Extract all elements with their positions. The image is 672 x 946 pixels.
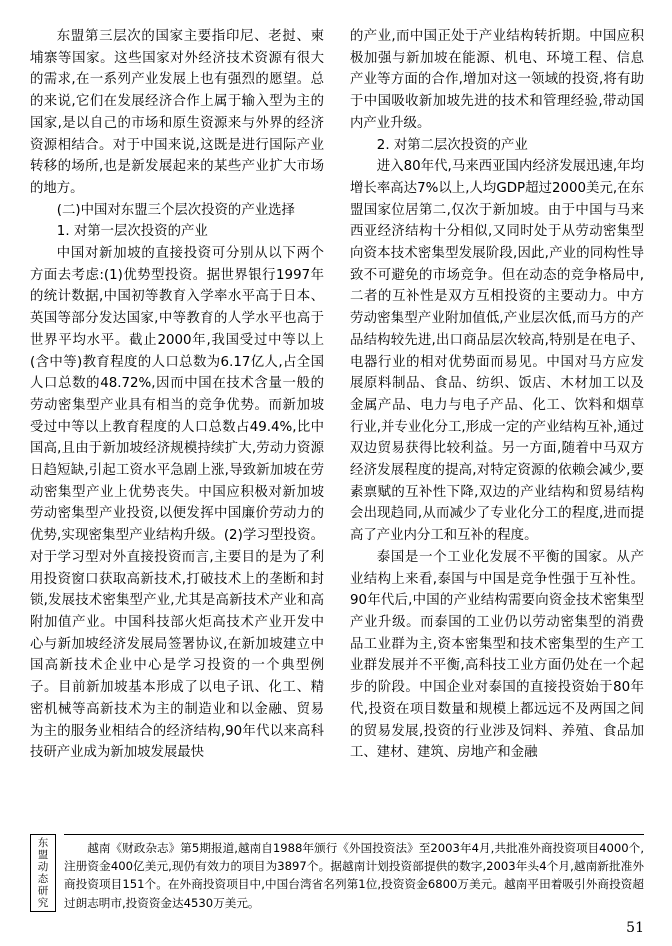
footnote-text: 越南《财政杂志》第5期报道,越南自1988年颁行《外国投资法》至2003年4月,共批准外商投资项目4000个,注册资金400亿美元,现仍有效力的项目为3897个。据越南计划投资部提供的数字,2003年头4个月,越南新批准外商投资项目151个。在外商投资项目中,中国台湾省名列第1位,投资资金6800万美元。越南平田着吸引外商投资超过朗志明市,投资资金达4530万美元。 [64, 841, 644, 910]
footnote-block [64, 834, 644, 912]
paragraph: 2. 对第二层次投资的产业 [376, 137, 528, 153]
paragraph: 1. 对第一层次投资的产业 [56, 224, 208, 240]
two-column-body [30, 26, 644, 866]
paragraph: (二)中国对东盟三个层次投资的产业选择 [56, 202, 295, 218]
side-label-text: 东盟动态研究 [37, 837, 49, 909]
right-column [350, 26, 644, 866]
paragraph: 中国对新加坡的直接投资可分别从以下两个方面去考虑:(1)优势型投资。据世界银行1997年的统计数据,中国初等教育入学率水平高于日本、英国等部分发达国家,中等教育的人学水平也高于世界平均水平。截止2000年,我国受过中等以上(含中等)教育程度的人口总数为6.17亿人,占全国人口总数的48.72%,因而中国在技术含量一般的劳动密集型产业具有相当的竞争优势。而新加坡受过中等以上教育程度的人口总数占49.4%,比中国高,且由于新加坡经济规模持续扩大,劳动力资源日趋短缺,引起工资水平急剧上涨,导致新加坡在劳动密集型产业上优势丧失。中国应积极对新加坡劳动密集型产业投资,以便发挥中国廉价劳动力的优势,实现密集型产业结构升级。(2)学习型投资。对于学习型对外直接投资而言,主要目的是为了利用投资窗口获取高新技术,打破技术上的垄断和封锁,发展技术密集型产业,尤其是高新技术产业和高附加值产业。中国科技部火炬高技术产业开发中心与新加坡经济发展局签署协议,在新加坡建立中国高新技术企业中心是学习投资的一个典型例子。目前新加坡基本形成了以电子讯、化工、精密机械等高新技术为主的制造业和以金融、贸易为主的服务业相结合的经济结构,90年代以来高科技研产业成为新加坡发展最快 [30, 246, 324, 761]
paragraph: 的产业,而中国正处于产业结构转折期。中国应积极加强与新加坡在能源、机电、环境工程、信息产业等方面的合作,增加对这一领域的投资,将有助于中国吸收新加坡先进的技术和管理经验,带动国内产业升级。 [350, 29, 644, 131]
left-column [30, 26, 324, 866]
footnote-area [30, 834, 644, 912]
paragraph: 东盟第三层次的国家主要指印尼、老挝、柬埔寨等国家。这些国家对外经济技术资源有很大的需求,在一系列产业发展上也有强烈的愿望。总的来说,它们在发展经济合作上属于输入型为主的国家,是以自己的市场和原生资源来与外界的经济资源相结合。对于中国来说,这既是进行国际产业转移的场所,也是新发展起来的某些产业扩大市场的地方。 [30, 29, 324, 196]
paragraph: 泰国是一个工业化发展不平衡的国家。从产业结构上来看,泰国与中国是竞争性强于互补性。90年代后,中国的产业结构需要向资金技术密集型产业升级。而泰国的工业仍以劳动密集型的消费品工业群为主,资本密集型和技术密集型的生产工业群发展并不平衡,高科技工业方面仍处在一个起步的阶段。中国企业对泰国的直接投资始于80年代,投资在项目数量和规模上都远远不及两国之间的贸易发展,投资的行业涉及饲料、养殖、食品加工、建材、建筑、房地产和金融 [350, 549, 644, 761]
side-label-vertical [30, 834, 56, 912]
page-number: 51 [626, 920, 644, 936]
paragraph: 进入80年代,马来西亚国内经济发展迅速,年均增长率高达7%以上,人均GDP超过2000美元,在东盟国家位居第二,仅次于新加坡。由于中国与马来西亚经济结构十分相似,又同时处于从劳动密集型向资本技术密集型发展阶段,因此,产业的同构性导致不可避免的市场竞争。但在动态的竞争格局中,二者的互补性是双方互相投资的主要动力。中方劳动密集型产业附加值低,产业层次低,而马方的产品结构较先进,出口商品层次较高,特别是在电子、电器行业的相对优势面而易见。中国对马方应发展原料制品、食品、纺织、饭店、木材加工以及金属产品、电力与电子产品、化工、饮料和烟草行业,并专业化分工,形成一定的产业结构互补,通过双边贸易获得比较利益。另一方面,随着中马双方经济发展程度的提高,对特定资源的依赖会减少,要素禀赋的互补性下降,双边的产业结构和贸易结构会出现趋同,从而减少了专业化分工的程度,进而提高了产业内分工和互补的程度。 [350, 159, 644, 544]
